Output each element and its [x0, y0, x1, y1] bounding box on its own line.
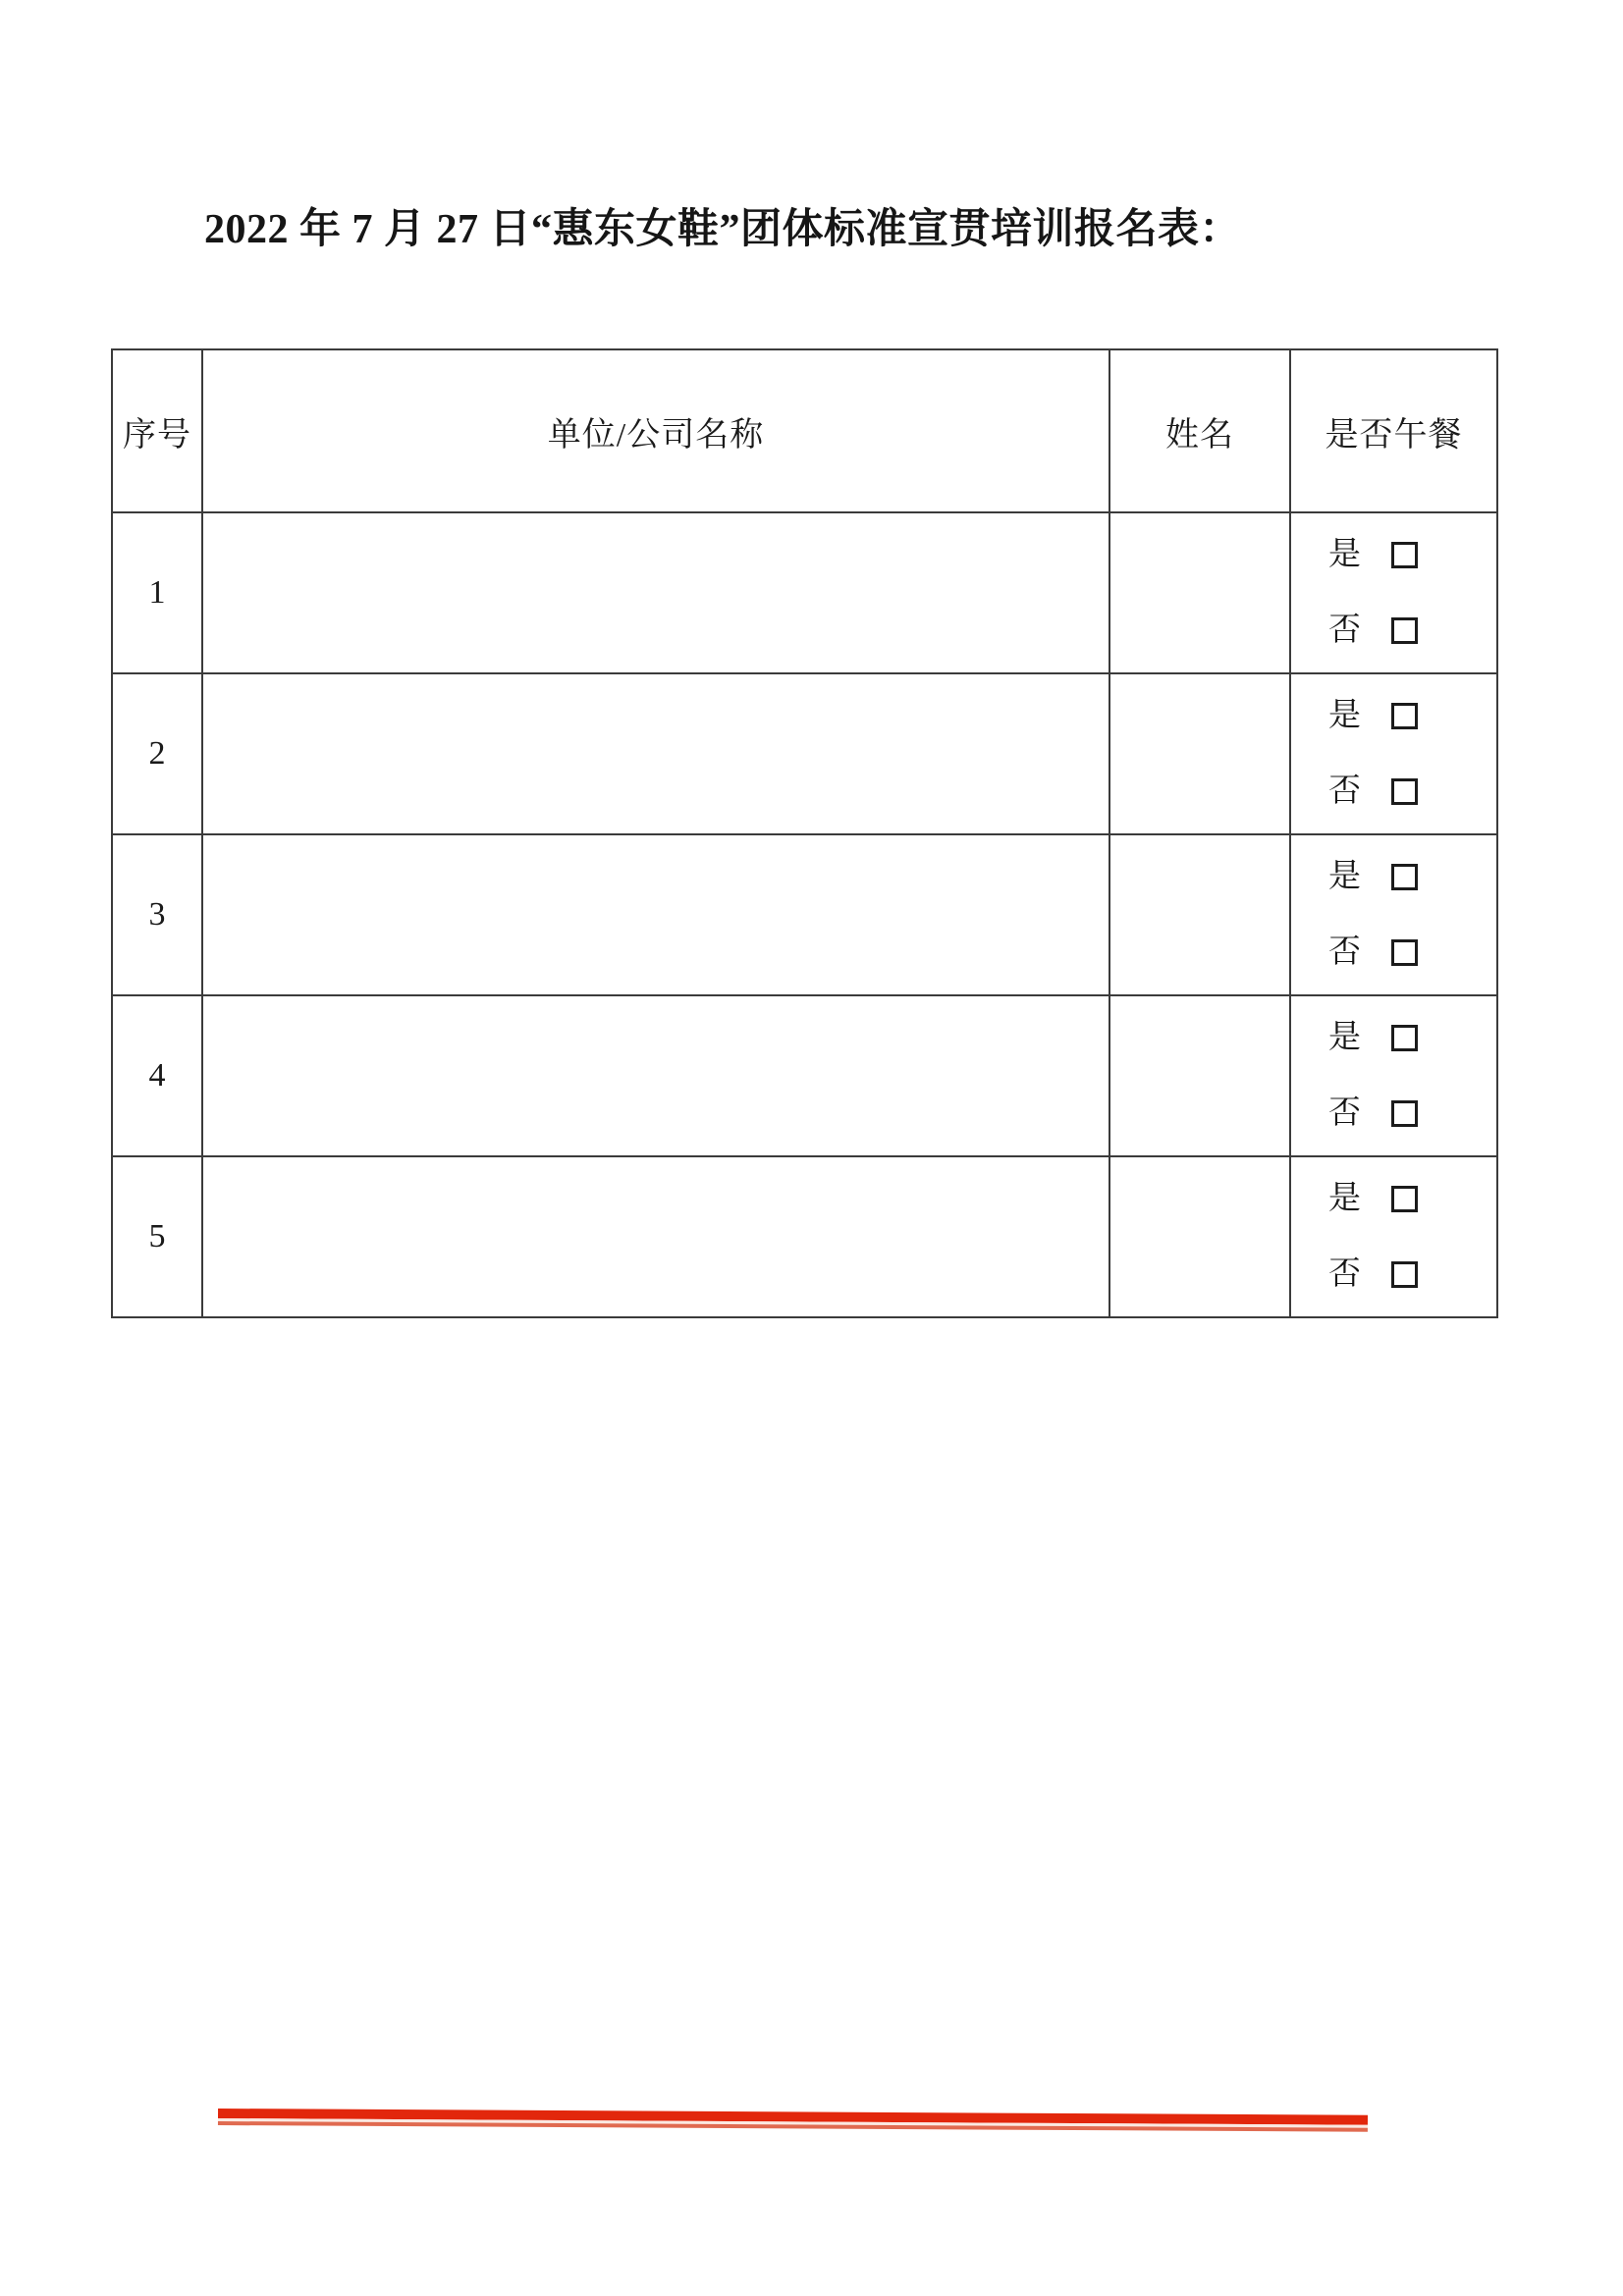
name-field[interactable] [1109, 995, 1290, 1156]
company-field[interactable] [202, 834, 1109, 995]
table-row [112, 512, 1497, 673]
lunch-no-option [1291, 1258, 1496, 1291]
lunch-cell [1290, 673, 1497, 834]
lunch-no-option [1291, 775, 1496, 808]
lunch-yes-option [1291, 1022, 1496, 1054]
lunch-no-checkbox[interactable] [1391, 778, 1418, 805]
table-row [112, 673, 1497, 834]
lunch-yes-checkbox[interactable] [1391, 864, 1418, 890]
lunch-no-checkbox[interactable] [1391, 1261, 1418, 1288]
name-field[interactable] [1109, 834, 1290, 995]
lunch-yes-checkbox[interactable] [1391, 703, 1418, 729]
lunch-no-option [1291, 936, 1496, 969]
lunch-no-option [1291, 614, 1496, 647]
lunch-cell [1290, 1156, 1497, 1317]
row-index: 5 [112, 1156, 202, 1317]
lunch-yes-label: 是 [1328, 698, 1361, 733]
row-index: 4 [112, 995, 202, 1156]
name-field[interactable] [1109, 673, 1290, 834]
lunch-yes-option [1291, 539, 1496, 571]
company-field[interactable] [202, 673, 1109, 834]
row-index: 2 [112, 673, 202, 834]
lunch-yes-label: 是 [1328, 1181, 1361, 1216]
lunch-no-checkbox[interactable] [1391, 939, 1418, 966]
lunch-no-checkbox[interactable] [1391, 1100, 1418, 1127]
lunch-cell [1290, 995, 1497, 1156]
page-title: 2022 年 7 月 27 日“惠东女鞋”团体标准宣贯培训报名表： [204, 207, 1242, 252]
header-company: 单位/公司名称 [202, 349, 1109, 512]
red-divider-line [218, 2109, 1368, 2132]
lunch-yes-option [1291, 861, 1496, 893]
header-lunch: 是否午餐 [1290, 349, 1497, 512]
lunch-yes-label: 是 [1328, 537, 1361, 572]
table-row [112, 995, 1497, 1156]
name-field[interactable] [1109, 512, 1290, 673]
name-field[interactable] [1109, 1156, 1290, 1317]
lunch-no-label: 否 [1328, 1256, 1361, 1292]
table-row [112, 834, 1497, 995]
lunch-no-option [1291, 1097, 1496, 1130]
lunch-yes-option [1291, 700, 1496, 732]
header-name: 姓名 [1109, 349, 1290, 512]
company-field[interactable] [202, 1156, 1109, 1317]
company-field[interactable] [202, 512, 1109, 673]
header-index: 序号 [112, 349, 202, 512]
table-header-row [112, 349, 1497, 512]
lunch-cell [1290, 512, 1497, 673]
lunch-no-label: 否 [1328, 934, 1361, 970]
table-row [112, 1156, 1497, 1317]
lunch-yes-option [1291, 1183, 1496, 1215]
lunch-yes-label: 是 [1328, 1020, 1361, 1055]
registration-table [111, 348, 1498, 1318]
lunch-no-checkbox[interactable] [1391, 617, 1418, 644]
lunch-yes-checkbox[interactable] [1391, 1025, 1418, 1051]
lunch-yes-checkbox[interactable] [1391, 1186, 1418, 1212]
lunch-yes-label: 是 [1328, 859, 1361, 894]
lunch-yes-checkbox[interactable] [1391, 542, 1418, 568]
company-field[interactable] [202, 995, 1109, 1156]
row-index: 1 [112, 512, 202, 673]
lunch-no-label: 否 [1328, 613, 1361, 648]
lunch-no-label: 否 [1328, 774, 1361, 809]
row-index: 3 [112, 834, 202, 995]
lunch-cell [1290, 834, 1497, 995]
lunch-no-label: 否 [1328, 1095, 1361, 1131]
